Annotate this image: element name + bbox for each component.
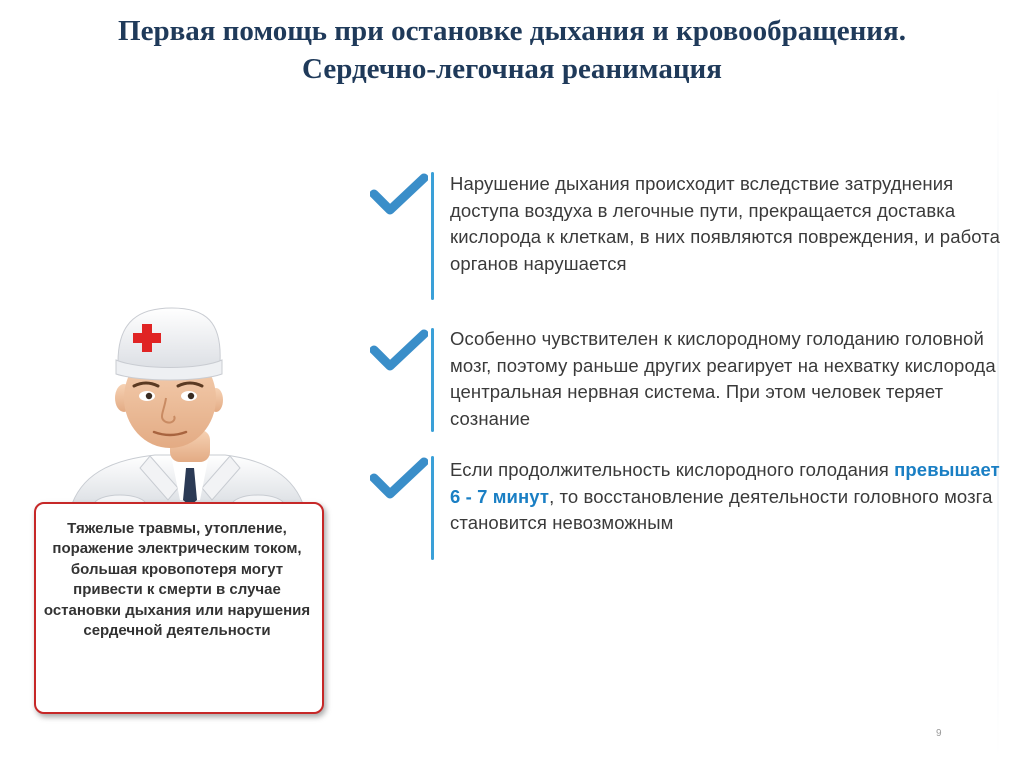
point-3-text-start: Если продолжительность кислородного голодания	[450, 459, 895, 480]
point-3-text-end: , то восстановление деятельности головного мозга становится невозможным	[450, 485, 993, 533]
warning-text: Тяжелые травмы, утопление, поражение электрическим током, большая кровопотеря могут привести к смерти в случае остановки дыхания или нарушения сердечной деятельности	[43, 520, 311, 640]
doctor-illustration	[60, 300, 320, 520]
point-2-text: Особенно чувствителен к кислородному голоданию головной мозг, поэтому раньше других реагирует на нехватку кислорода центральная нервная система. При этом человек теряет сознание	[450, 328, 996, 429]
divider-line	[431, 456, 434, 560]
slide-title	[20, 12, 1004, 88]
divider-line	[431, 172, 434, 300]
checkmark-icon	[370, 328, 428, 374]
page-number: 9	[936, 728, 942, 739]
point-3-text	[450, 457, 1010, 537]
point-1-text: Нарушение дыхания происходит вследствие затруднения доступа воздуха в легочные пути, прекращается доставка кислорода к клеткам, в них появляются повреждения, и работа органов нарушается	[450, 173, 1001, 274]
point-3-highlight: превышает 6 - 7 минут	[450, 459, 1000, 507]
checkmark-icon	[370, 172, 428, 218]
title-line-2: Сердечно-легочная реанимация	[302, 53, 722, 85]
checkmark-icon	[370, 456, 428, 502]
divider-line	[431, 328, 434, 432]
title-line-1: Первая помощь при остановке дыхания и кровообращения.	[118, 15, 906, 47]
